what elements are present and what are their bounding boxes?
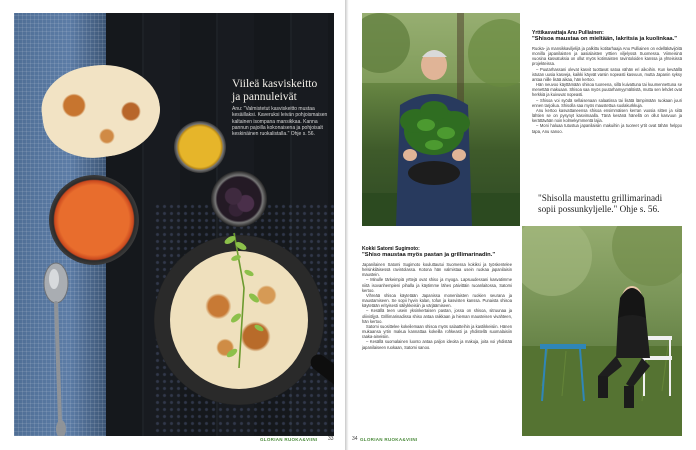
satomi-paragraph: Satomi suosittelee kokeilemaan shisoa myös salaatteihin ja kastikkeisiin. Hänen mukaansa yrtin makua kannattaa kokeilla rohkeasti ja yhdistellä suomalaisiin raaka-aineisiin. — [362, 323, 512, 340]
olive-bowl — [211, 171, 267, 227]
recipe-caption: Anu: "Valmistetut kasviskeitto mustaa kesäillaksi. Kaveruksi leivän pohjoismaisen kaltainen isompana mansikkaa. Kanna pannun pajoilla kokonaisena ja pohjoisalt keskinäinen ruokalistalla." Ohje s. 56. — [232, 106, 328, 138]
recipe-headline: Viileä kasviskeitto ja pannuleivät — [232, 78, 318, 103]
soup-bowl — [49, 175, 139, 265]
satomi-quote-title: "Shiso maustaa myös pastan ja grillimarinadin." — [362, 252, 496, 258]
oil-bowl — [174, 121, 226, 173]
satomi-paragraph: – Minulle tärkeimpiä yrttejä ovat shiso ja myoga. Lapsuudessani kasvatimme niitä isovanhempieni pihalla ja käytimme lähes päivittäin ruoanlaitossa, Satomi kertoo. — [362, 277, 512, 293]
anu-paragraph: – Puutarhassani olevat kasvit tuottavat satoa vähän eri aikoihin. Kun keväällä istutan uusia kasveja, kaikki käyvät varsin nopeasti kasvuun, mutta Japanin syksy antaa niille lisää aikaa, hän kertoo. — [532, 66, 682, 82]
herb-sprig-icon — [214, 228, 284, 378]
portrait-photo-satomi — [522, 226, 682, 436]
portrait-satomi-icon — [522, 226, 682, 436]
anu-paragraph: Hän neuvoo käyttämään shisoa tuoreena, sillä kuivattuna tai kuumennettuna se menettää makuaan. Shisoa saa myös puutarhamyymälöistä, mutta sen lehdet ovat herkkiä ja kuivuvat nopeasti. — [532, 82, 682, 98]
pull-quote: "Shisolla maustettu grillimarinadi sopii possunkyljelle." Ohje s. 56. — [538, 193, 663, 214]
anu-article — [532, 30, 682, 134]
anu-quote-title: "Shisoa maustaa on mieltään, lakritsia ja kuolinkaa." — [532, 36, 677, 42]
anu-paragraph: – Shisoa voi syödä sellaisenaan salaatissa tai lisätä lämpimään ruokaan juuri ennen tarjoilua. Shisolla saa myös maustettua suolakurkkuja. — [532, 97, 682, 108]
page-number-left: 33 — [328, 436, 334, 442]
anu-paragraph: Anu kertoo kasvattaneensa shisoa ensimmäisen kerran vuosia sitten ja siitä lähtien se on pysynyt kasvimaalla. Tänä kesänä hänellä on ollut kasvuun ja kerättävään noin kolmekymmentä lajia. — [532, 107, 682, 124]
satomi-paragraph: Vihreää shisoa käytetään Japanissa monenlaisten ruokien seurana ja maustamiseen. Se sopii hyvin kalan, tofun ja kasvisten kanssa. Punaista shisoa käytetään erityisesti säilykkeisiin ja värjäämiseen. — [362, 292, 512, 309]
anu-body — [532, 46, 682, 134]
satomi-paragraph: Japanilainen Satomi Sugimoto kouluttautui Suomessa kokiksi ja työskentelee helsinkiläisessä ravintolassa. Kotona hän valmistaa usein ruokaa japanilaisin maustein. — [362, 262, 512, 278]
anu-paragraph: Ruoka- ja mansikkaviljelijä ja palkittu kotitarhaaja Anu Pulliainen on edelläkävijöitä monilla japanilaisten ja aasialaisten yrttien viljelyssä Suomessa. Viimeisinä vuosina kasvatuksia on ollut myös kotimaisten ravintoloiden kanssa ja yhteisissä projekteissa. — [532, 46, 682, 67]
anu-paragraph: – Moni haluaa tutustua japanilaisiin makuihin ja tuoreet yrtit ovat tähän helppo tapa, Anu sanoo. — [532, 123, 682, 134]
page-number-right: 34 — [352, 436, 358, 442]
satomi-subtitle: Kokki Satomi Sugimoto: — [362, 246, 420, 252]
portrait-photo-anu — [362, 13, 520, 226]
satomi-paragraph: – Kesällä suomalainen luonto antaa paljon ideoita ja makuja, joita voi yhdistää japanilaiseen ruokaan, Satomi sanoo. — [362, 339, 512, 350]
satomi-article — [362, 246, 512, 350]
spine — [345, 0, 351, 450]
left-page — [0, 0, 345, 450]
satomi-body — [362, 262, 512, 350]
footer-brand-right: GLORIAN RUOKA&VIINI — [360, 437, 418, 442]
anu-subtitle: Yrttikasvattaja Anu Pulliainen: — [532, 30, 604, 36]
footer-brand-left: GLORIAN RUOKA&VIINI — [260, 437, 318, 442]
satomi-paragraph: – Kesällä teen usein yksinkertaisen pastan, jossa on shisoa, sitruunaa ja oliiviöljyä. Grillimarinadissa shiso antaa raikkaan ja hieman mausteisen vivahteen, hän kertoo. — [362, 308, 512, 324]
food-photo — [14, 13, 334, 436]
spoon-icon — [42, 261, 72, 436]
portrait-anu-icon — [362, 13, 520, 226]
